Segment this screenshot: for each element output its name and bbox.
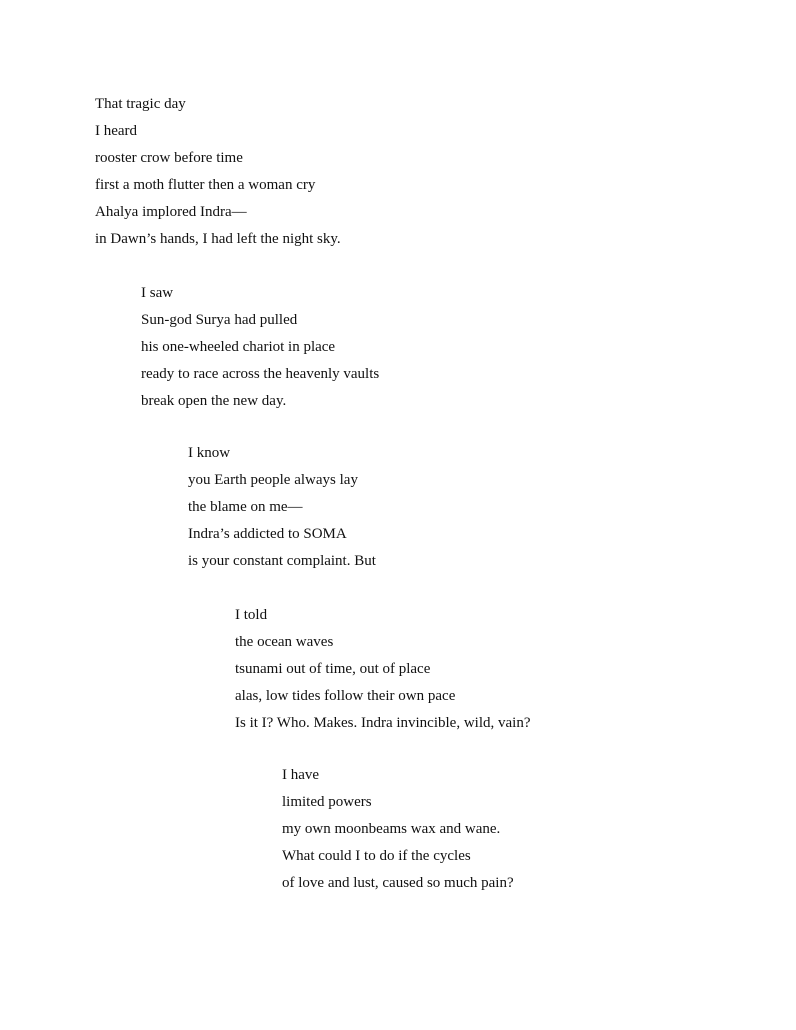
poem-line: ready to race across the heavenly vaults bbox=[141, 366, 380, 382]
poem-line: I have bbox=[282, 767, 320, 783]
poem-stanza-2 bbox=[141, 280, 379, 415]
poem-line: you Earth people always lay bbox=[188, 472, 358, 488]
poem-line: rooster crow before time bbox=[95, 150, 243, 166]
poem-line: I saw bbox=[141, 285, 174, 301]
poem-line: is your constant complaint. But bbox=[188, 553, 376, 569]
poem-line: limited powers bbox=[282, 794, 372, 810]
poem-line: What could I to do if the cycles bbox=[282, 848, 471, 864]
poem-line: of love and lust, caused so much pain? bbox=[282, 875, 514, 891]
poem-line: his one-wheeled chariot in place bbox=[141, 339, 336, 355]
poem-stanza-5 bbox=[282, 762, 514, 897]
poem-line: my own moonbeams wax and wane. bbox=[282, 821, 501, 837]
poem-line: the ocean waves bbox=[235, 634, 334, 650]
poem-line: in Dawn’s hands, I had left the night sky. bbox=[95, 231, 341, 247]
poem-line: first a moth flutter then a woman cry bbox=[95, 177, 316, 193]
poem-stanza-1 bbox=[95, 91, 341, 253]
poem-line: tsunami out of time, out of place bbox=[235, 661, 431, 677]
poem-line: Sun-god Surya had pulled bbox=[141, 312, 298, 328]
poem-line: That tragic day bbox=[95, 96, 186, 112]
poem-line: Is it I? Who. Makes. Indra invincible, wild, vain? bbox=[235, 715, 531, 731]
poem-line: I heard bbox=[95, 123, 138, 139]
poem-line: I told bbox=[235, 607, 268, 623]
poem-line: Indra’s addicted to SOMA bbox=[188, 526, 347, 542]
poem-stanza-3 bbox=[188, 440, 376, 575]
poem-line: I know bbox=[188, 445, 231, 461]
poem-stanza-4 bbox=[235, 602, 530, 737]
poem-line: alas, low tides follow their own pace bbox=[235, 688, 456, 704]
poem-line: break open the new day. bbox=[141, 393, 287, 409]
poem-line: Ahalya implored Indra— bbox=[95, 204, 247, 220]
poem-line: the blame on me— bbox=[188, 499, 303, 515]
